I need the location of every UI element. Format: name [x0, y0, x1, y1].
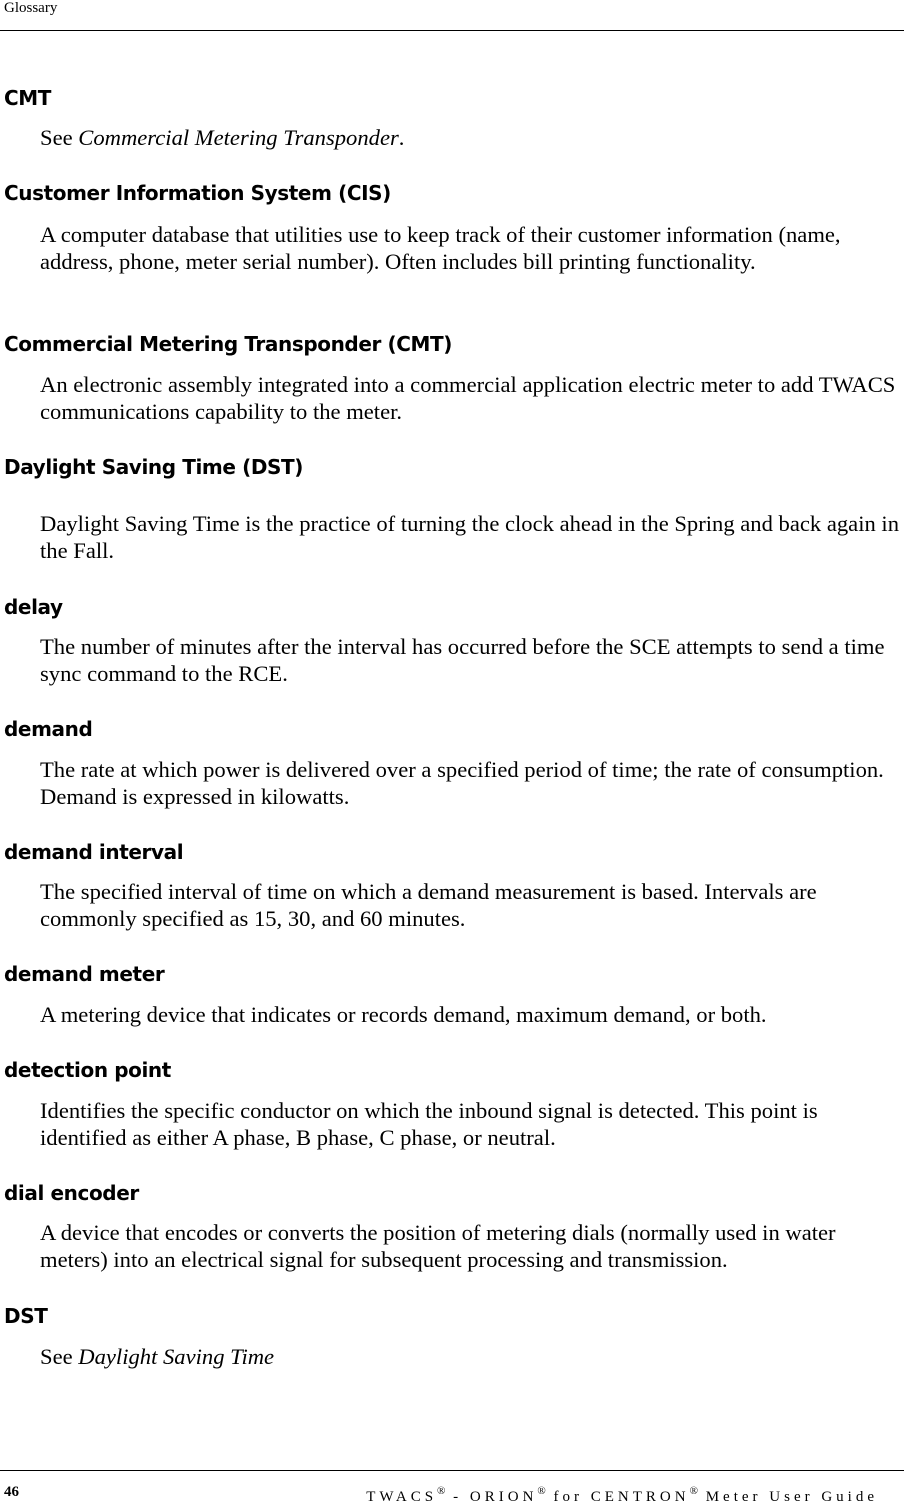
glossary-definition: A metering device that indicates or records demand, maximum demand, or both.: [40, 1002, 767, 1027]
registered-mark: ®: [537, 1485, 546, 1497]
glossary-term: detection point: [4, 1058, 171, 1082]
glossary-term: DST: [4, 1304, 48, 1328]
glossary-definition: The specified interval of time on which a demand measurement is based. Intervals are commonly specified as 15, 30, and 60 minutes.: [40, 879, 817, 931]
glossary-term: demand meter: [4, 962, 165, 986]
glossary-term: Customer Information System (CIS): [4, 181, 391, 205]
glossary-definition: The number of minutes after the interval has occurred before the SCE attempts to send a time sync command to the RCE.: [40, 634, 885, 686]
glossary-term: demand: [4, 717, 93, 741]
footer-guide-title: TWACS® - ORION® for CENTRON® Meter User Guide: [366, 1485, 878, 1505]
glossary-term: demand interval: [4, 840, 184, 864]
glossary-definition: See Commercial Metering Transponder.: [40, 125, 405, 150]
glossary-definition: An electronic assembly integrated into a commercial application electric meter to add TWACS communications capability to the meter.: [40, 372, 896, 424]
registered-mark: ®: [437, 1485, 446, 1497]
running-header-title: Glossary: [4, 0, 58, 16]
glossary-term: delay: [4, 595, 63, 619]
glossary-definition: Daylight Saving Time is the practice of turning the clock ahead in the Spring and back again in the Fall.: [40, 511, 899, 563]
glossary-term: Daylight Saving Time (DST): [4, 455, 304, 479]
page-number: 46: [4, 1484, 19, 1500]
header-divider: [0, 30, 904, 31]
glossary-definition: The rate at which power is delivered over a specified period of time; the rate of consumption. Demand is expressed in kilowatts.: [40, 757, 884, 809]
registered-mark: ®: [689, 1485, 698, 1497]
glossary-definition: See Daylight Saving Time: [40, 1344, 275, 1369]
glossary-definition: A device that encodes or converts the position of metering dials (normally used in water meters) into an electrical signal for subsequent processing and transmission.: [40, 1220, 836, 1272]
glossary-definition: Identifies the specific conductor on which the inbound signal is detected. This point is identified as either A phase, B phase, C phase, or neutral.: [40, 1098, 818, 1150]
glossary-term: dial encoder: [4, 1181, 139, 1205]
glossary-term: CMT: [4, 86, 52, 110]
glossary-term: Commercial Metering Transponder (CMT): [4, 332, 453, 356]
footer-divider: [0, 1470, 904, 1471]
glossary-definition: A computer database that utilities use to keep track of their customer information (name, address, phone, meter serial number). Often includes bill printing functionality.: [40, 222, 841, 274]
